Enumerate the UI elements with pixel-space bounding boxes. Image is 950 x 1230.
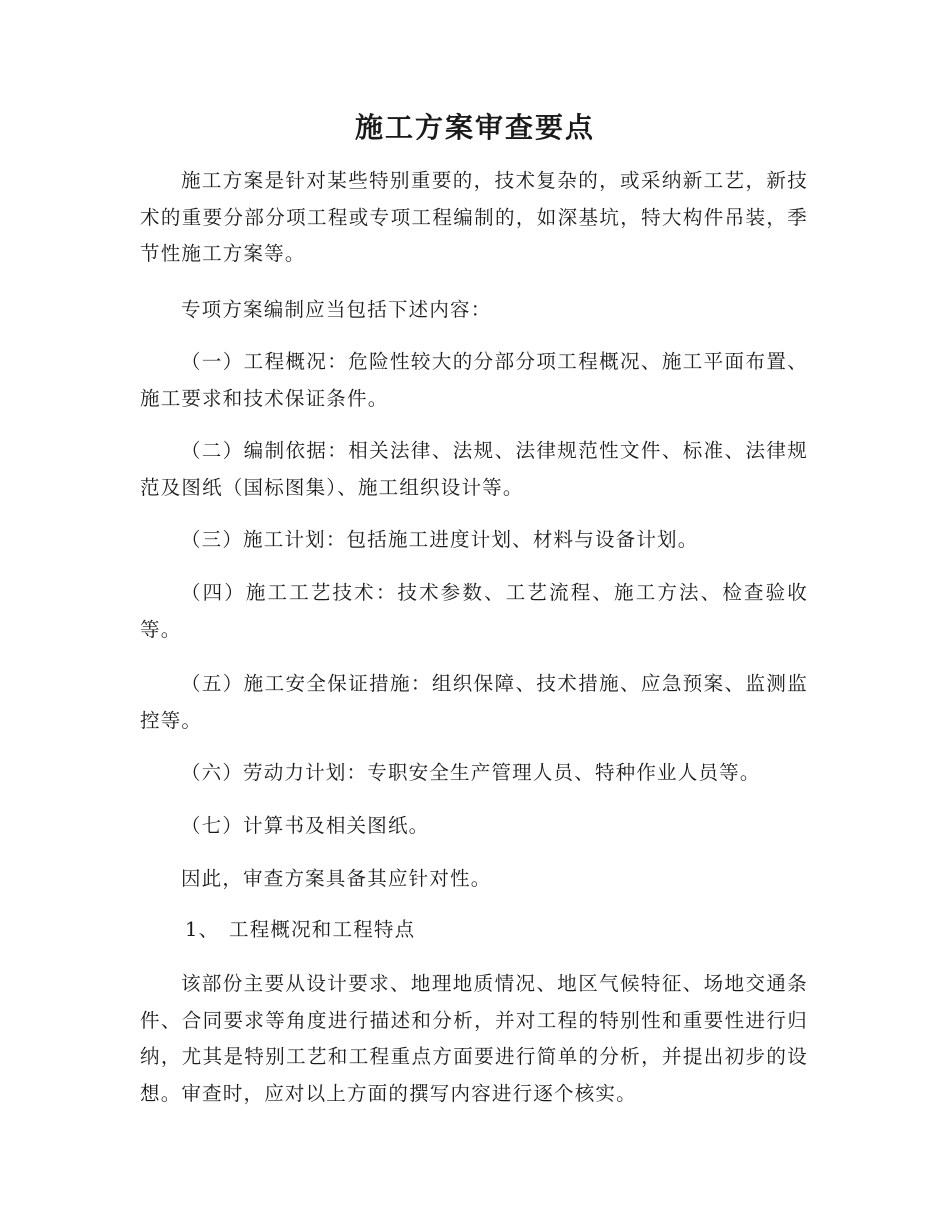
intro-paragraph: 施工方案是针对某些特别重要的，技术复杂的，或采纳新工艺，新技术的重要分部分项工程或专项工程编制的，如深基坑，特大构件吊装，季节性施工方案等。: [140, 169, 808, 265]
section-1-heading: [185, 912, 415, 949]
contents-intro-paragraph: 专项方案编制应当包括下述内容：: [180, 298, 492, 321]
item-4-paragraph: （四）施工工艺技术：技术参数、工艺流程、施工方法、检查验收等。: [140, 581, 808, 641]
section-1-title: 工程概况和工程特点: [229, 918, 416, 941]
item-5-paragraph: （五）施工安全保证措施：组织保障、技术措施、应急预案、监测监控等。: [140, 672, 808, 732]
document-title: 施工方案审查要点: [354, 111, 595, 144]
item-3-paragraph: （三）施工计划：包括施工进度计划、材料与设备计划。: [180, 528, 699, 551]
item-1-paragraph: （一）工程概况：危险性较大的分部分项工程概况、施工平面布置、施工要求和技术保证条件。: [140, 350, 808, 410]
item-7-paragraph: （七）计算书及相关图纸。: [180, 814, 430, 837]
item-6-paragraph: （六）劳动力计划：专职安全生产管理人员、特种作业人员等。: [180, 761, 761, 784]
conclusion-paragraph: 因此，审查方案具备其应针对性。: [180, 867, 492, 890]
section-1-number: 1、: [185, 918, 220, 941]
item-2-paragraph: （二）编制依据：相关法律、法规、法律规范性文件、标准、法律规范及图纸（国标图集）、施工组织设计等。: [140, 439, 808, 499]
section-1-body: 该部份主要从设计要求、地理地质情况、地区气候特征、场地交通条件、合同要求等角度进行描述和分析，并对工程的特别性和重要性进行归纳，尤其是特别工艺和工程重点方面要进行简单的分析，并提出初步的设想。审查时，应对以上方面的撰写内容进行逐个核实。: [140, 972, 808, 1105]
